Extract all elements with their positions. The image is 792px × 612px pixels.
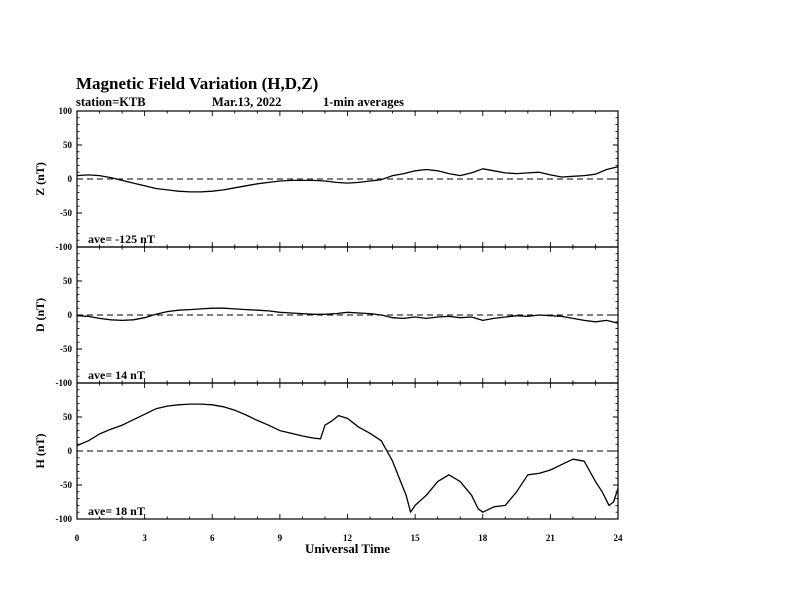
- x-tick-label: 15: [410, 533, 420, 543]
- x-tick-label: 18: [478, 533, 488, 543]
- x-tick-label: 12: [343, 533, 352, 543]
- x-tick-label: 0: [74, 533, 80, 543]
- y-tick-label-z: 0: [67, 174, 72, 184]
- y-tick-label-h: 50: [63, 412, 72, 422]
- y-tick-label-h: -50: [60, 480, 72, 490]
- x-tick-label: 6: [210, 533, 215, 543]
- x-tick-label: 9: [277, 533, 283, 543]
- y-tick-label-h: 0: [67, 446, 72, 456]
- y-tick-label-h: -100: [55, 514, 72, 524]
- averaging-label: 1-min averages: [323, 95, 404, 109]
- series-line-h: [77, 404, 618, 512]
- ave-label-h: ave= 18 nT: [88, 504, 145, 518]
- y-axis-label-z: Z (nT): [33, 162, 47, 196]
- y-tick-label-z: -100: [55, 242, 72, 252]
- y-axis-label-d: D (nT): [33, 297, 47, 333]
- y-tick-label-d: -100: [55, 378, 72, 388]
- x-axis-label: Universal Time: [304, 541, 391, 556]
- y-tick-label-z: -50: [60, 208, 72, 218]
- ave-label-d: ave= 14 nT: [88, 368, 145, 382]
- y-tick-label-d: 50: [63, 276, 72, 286]
- x-tick-label: 3: [142, 533, 147, 543]
- y-tick-label-d: -50: [60, 344, 72, 354]
- station-label: station=KTB: [76, 95, 146, 109]
- series-line-d: [77, 308, 618, 323]
- x-tick-label: 24: [613, 533, 623, 543]
- y-tick-label-z: 100: [58, 106, 72, 116]
- y-tick-label-z: 50: [63, 140, 72, 150]
- y-tick-label-d: 0: [67, 310, 72, 320]
- date-label: Mar.13, 2022: [212, 95, 282, 109]
- chart-title: Magnetic Field Variation (H,D,Z): [76, 74, 319, 93]
- y-axis-label-h: H (nT): [33, 433, 47, 469]
- x-tick-label: 21: [545, 533, 555, 543]
- ave-label-z: ave= -125 nT: [88, 232, 155, 246]
